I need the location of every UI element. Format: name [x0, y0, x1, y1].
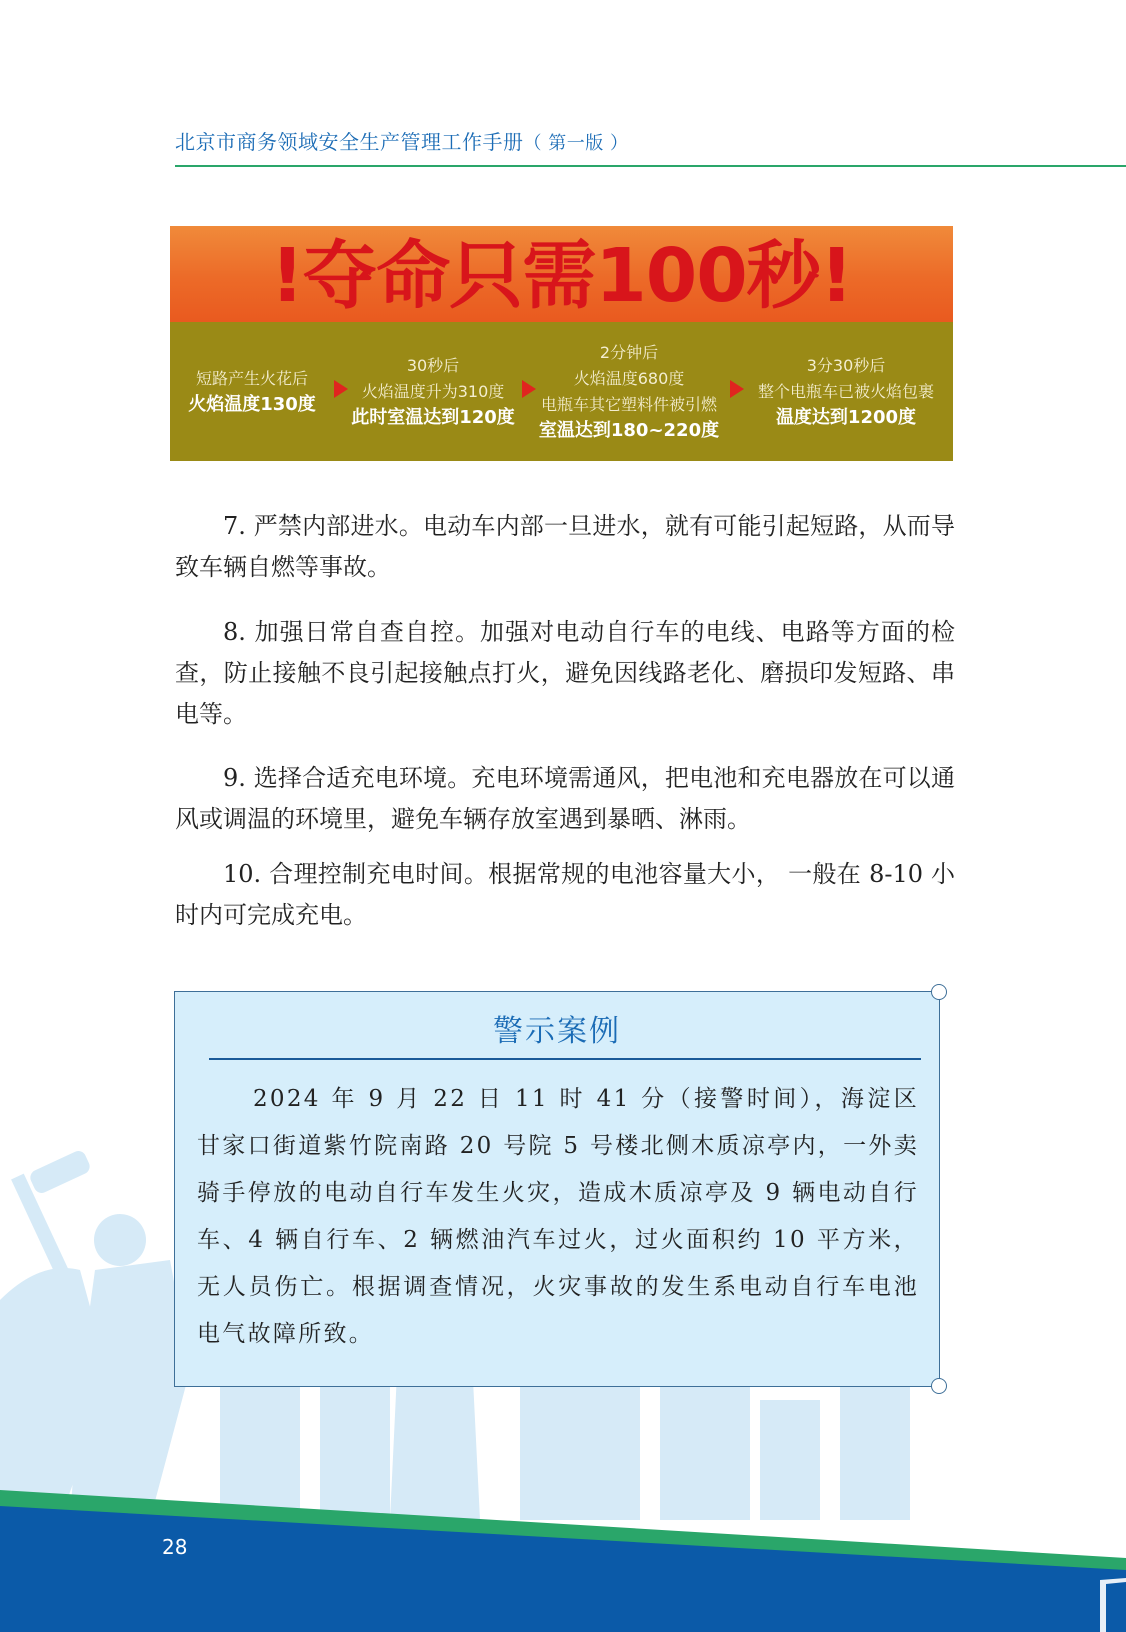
timeline-stage-3: [536, 322, 722, 461]
stage-line: 火焰温度升为310度: [361, 381, 505, 401]
stage-highlight: 室温达到180~220度: [538, 419, 720, 441]
stage-line: 30秒后: [406, 355, 460, 375]
banner-headline: !夺命只需100秒!: [270, 233, 853, 319]
stage-line: 2分钟后: [599, 342, 659, 362]
banner-timeline: [170, 322, 953, 461]
header-rule: [175, 165, 1126, 167]
safety-tip-7: 7. 严禁内部进水。电动车内部一旦进水，就有可能引起短路，从而导致车辆自燃等事故。: [175, 512, 955, 581]
case-title-rule: [209, 1058, 921, 1060]
box-corner-ornament: [931, 1378, 947, 1394]
page-number: 28: [162, 1535, 188, 1559]
fire-timeline-banner: [170, 226, 953, 461]
arrow-right-icon: [522, 380, 536, 398]
header-title: [175, 126, 628, 155]
warning-case-box: [174, 991, 940, 1387]
stage-highlight: 火焰温度130度: [188, 393, 316, 415]
safety-tip-8: 8. 加强日常自查自控。加强对电动自行车的电线、电路等方面的检查，防止接触不良引起接触点打火，避免因线路老化、磨损印发短路、串电等。: [175, 618, 955, 728]
stage-line: 电瓶车其它塑料件被引燃: [540, 394, 717, 414]
edition-label: （ 第一版 ）: [523, 133, 629, 154]
box-corner-ornament: [931, 984, 947, 1000]
stage-highlight: 此时室温达到120度: [351, 406, 515, 428]
arrow-right-icon: [334, 380, 348, 398]
stage-line: 3分30秒后: [806, 355, 886, 375]
banner-headline-area: [170, 226, 953, 322]
case-title: 警示案例: [493, 1014, 621, 1049]
handbook-title: 北京市商务领域安全生产管理工作手册: [175, 130, 524, 154]
arrow-right-icon: [730, 380, 744, 398]
stage-highlight: 温度达到1200度: [775, 406, 917, 428]
timeline-stage-2: [348, 322, 518, 461]
timeline-stage-4: [746, 322, 946, 461]
timeline-stage-1: [178, 322, 326, 461]
stage-line: 整个电瓶车已被火焰包裹: [757, 381, 934, 401]
stage-line: 短路产生火花后: [195, 368, 308, 388]
safety-tip-10: 10. 合理控制充电时间。根据常规的电池容量大小， 一般在 8-10 小时内可完成充电。: [175, 860, 955, 929]
case-description: 2024 年 9 月 22 日 11 时 41 分（接警时间），海淀区甘家口街道紫竹院南路 20 号院 5 号楼北侧木质凉亭内，一外卖骑手停放的电动自行车发生火灾，造成木质凉亭及 9 辆电动自行车、4 辆自行车、2 辆燃油汽车过火，过火面积约 10 平方米，无人员伤亡。根据调查情况，火灾事故的发生系电动自行车电池电气故障所致。: [197, 1086, 919, 1347]
safety-tip-9: 9. 选择合适充电环境。充电环境需通风，把电池和充电器放在可以通风或调温的环境里，避免车辆存放室遇到暴晒、淋雨。: [175, 764, 955, 833]
stage-line: 火焰温度680度: [573, 368, 685, 388]
